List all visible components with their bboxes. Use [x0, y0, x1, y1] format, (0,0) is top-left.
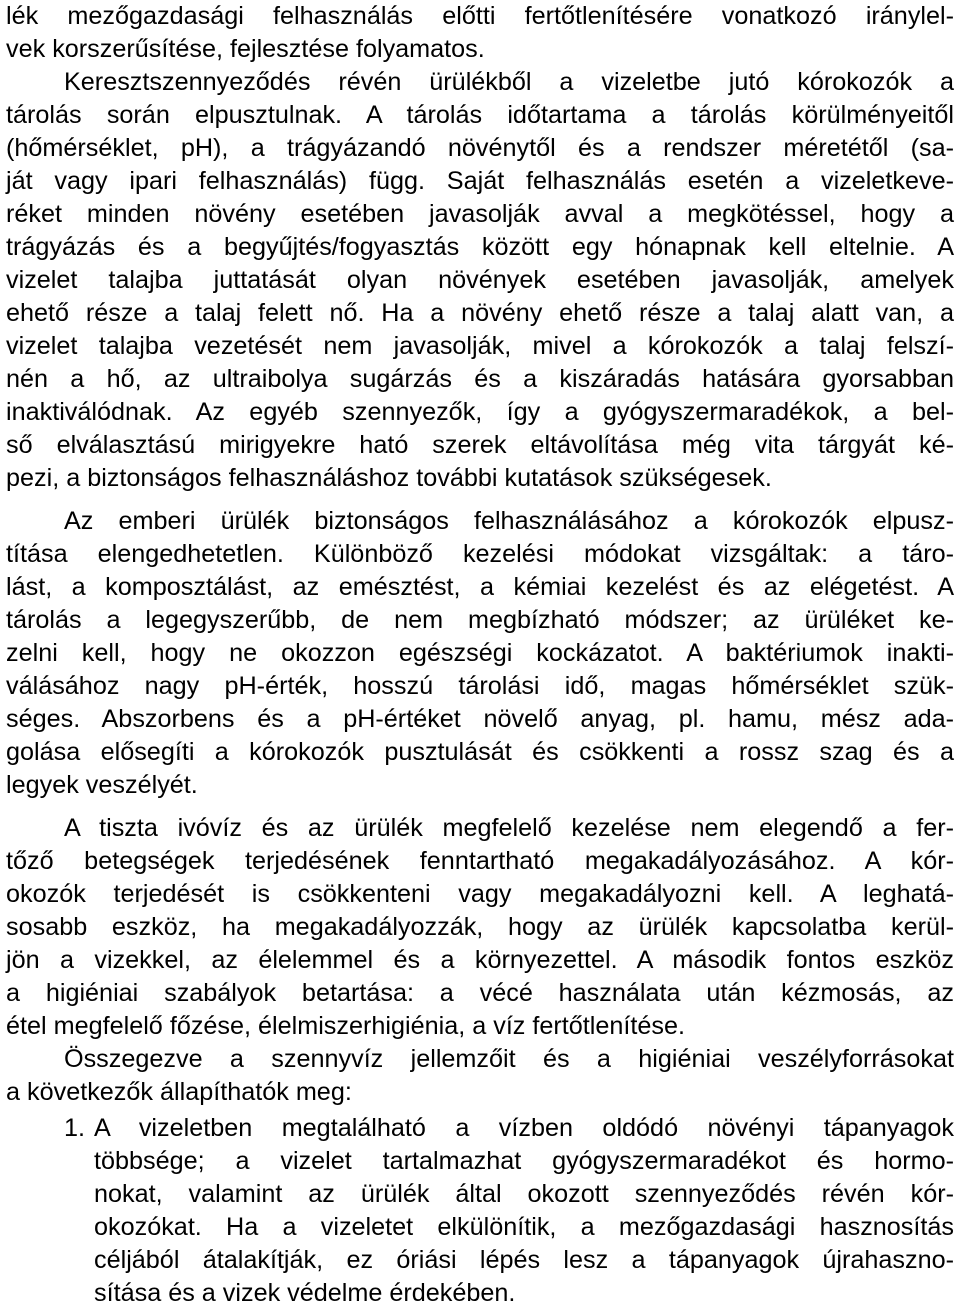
- text-line: trágyázás és a begyűjtés/fogyasztás között egy hónapnak kell eltelnie. A: [6, 233, 954, 261]
- text-line: lást, a komposztálást, az emésztést, a kémiai kezelést és az elégetést. A: [6, 573, 954, 601]
- text-line: jön a vizekkel, az élelemmel és a környezettel. A második fontos eszköz: [6, 946, 954, 974]
- list-item-line: A vizeletben megtalálható a vízben oldódó növényi tápanyagok: [94, 1114, 954, 1142]
- text-line: tőző betegségek terjedésének fenntartható megakadályozásához. A kór-: [6, 847, 954, 875]
- text-line: legyek veszélyét.: [6, 771, 198, 799]
- text-line: lék mezőgazdasági felhasználás előtti fertőtlenítésére vonatkozó iránylel-: [6, 2, 954, 30]
- text-line: golása elősegíti a kórokozók pusztulását és csökkenti a rossz szag és a: [6, 738, 954, 766]
- text-line: títása elengedhetetlen. Különböző kezelési módokat vizsgáltak: a táro-: [6, 540, 954, 568]
- text-line: okozók terjedését is csökkenteni vagy megakadályozni kell. A leghatá-: [6, 880, 954, 908]
- text-line: étel megfelelő főzése, élelmiszerhigiénia, a víz fertőtlenítése.: [6, 1012, 686, 1040]
- text-line: réket minden növény esetében javasolják avval a megkötéssel, hogy a: [6, 200, 954, 228]
- text-line: Összegezve a szennyvíz jellemzőit és a higiéniai veszélyforrásokat: [64, 1045, 954, 1073]
- text-line: vizelet talajba juttatását olyan növények esetében javasolják, amelyek: [6, 266, 954, 294]
- text-line: ehető része a talaj felett nő. Ha a növény ehető része a talaj alatt van, a: [6, 299, 954, 327]
- text-line: (hőmérséklet, pH), a trágyázandó növénytől és a rendszer méretétől (sa-: [6, 134, 954, 162]
- text-line: tárolás során elpusztulnak. A tárolás időtartama a tárolás körülményeitől: [6, 101, 954, 129]
- text-line: tárolás a legegyszerűbb, de nem megbízható módszer; az ürüléket ke-: [6, 606, 954, 634]
- list-item-line: céljából átalakítják, ez óriási lépés lesz a tápanyagok újrahaszno-: [94, 1246, 954, 1274]
- text-line: Keresztszennyeződés révén ürülékből a vizeletbe jutó kórokozók a: [64, 68, 954, 96]
- list-item-line: sítása és a vizek védelme érdekében.: [94, 1279, 516, 1307]
- text-line: inaktiválódnak. Az egyéb szennyezők, így a gyógyszermaradékok, a bel-: [6, 398, 954, 426]
- text-line: ját vagy ipari felhasználás) függ. Saját felhasználás esetén a vizeletkeve-: [6, 167, 954, 195]
- list-item-line: többsége; a vizelet tartalmazhat gyógyszermaradékot és hormo-: [94, 1147, 954, 1175]
- text-line: zelni kell, hogy ne okozzon egészségi kockázatot. A baktériumok inakti-: [6, 639, 954, 667]
- text-line: séges. Abszorbens és a pH-értéket növelő anyag, pl. hamu, mész ada-: [6, 705, 954, 733]
- text-line: a higiéniai szabályok betartása: a vécé használata után kézmosás, az: [6, 979, 954, 1007]
- text-line: vizelet talajba vezetését nem javasolják, mivel a kórokozók a talaj felszí-: [6, 332, 954, 360]
- text-line: vek korszerűsítése, fejlesztése folyamatos.: [6, 35, 485, 63]
- list-item-line: nokat, valamint az ürülék által okozott szennyeződés révén kór-: [94, 1180, 954, 1208]
- text-line: A tiszta ivóvíz és az ürülék megfelelő kezelése nem elegendő a fer-: [64, 814, 954, 842]
- text-line: a következők állapíthatók meg:: [6, 1078, 352, 1106]
- text-line: ső elválasztású mirigyekre ható szerek eltávolítása még vita tárgyát ké-: [6, 431, 954, 459]
- text-line: sosabb eszköz, ha megakadályozzák, hogy az ürülék kapcsolatba kerül-: [6, 913, 954, 941]
- list-item-line: okozókat. Ha a vizeletet elkülönítik, a mezőgazdasági hasznosítás: [94, 1213, 954, 1241]
- text-line: nén a hő, az ultraibolya sugárzás és a kiszáradás hatására gyorsabban: [6, 365, 954, 393]
- text-line: válásához nagy pH-érték, hosszú tárolási idő, magas hőmérséklet szük-: [6, 672, 954, 700]
- text-line: Az emberi ürülék biztonságos felhasználásához a kórokozók elpusz-: [64, 507, 954, 535]
- text-line: pezi, a biztonságos felhasználáshoz további kutatások szükségesek.: [6, 464, 772, 492]
- list-number: 1.: [64, 1114, 86, 1142]
